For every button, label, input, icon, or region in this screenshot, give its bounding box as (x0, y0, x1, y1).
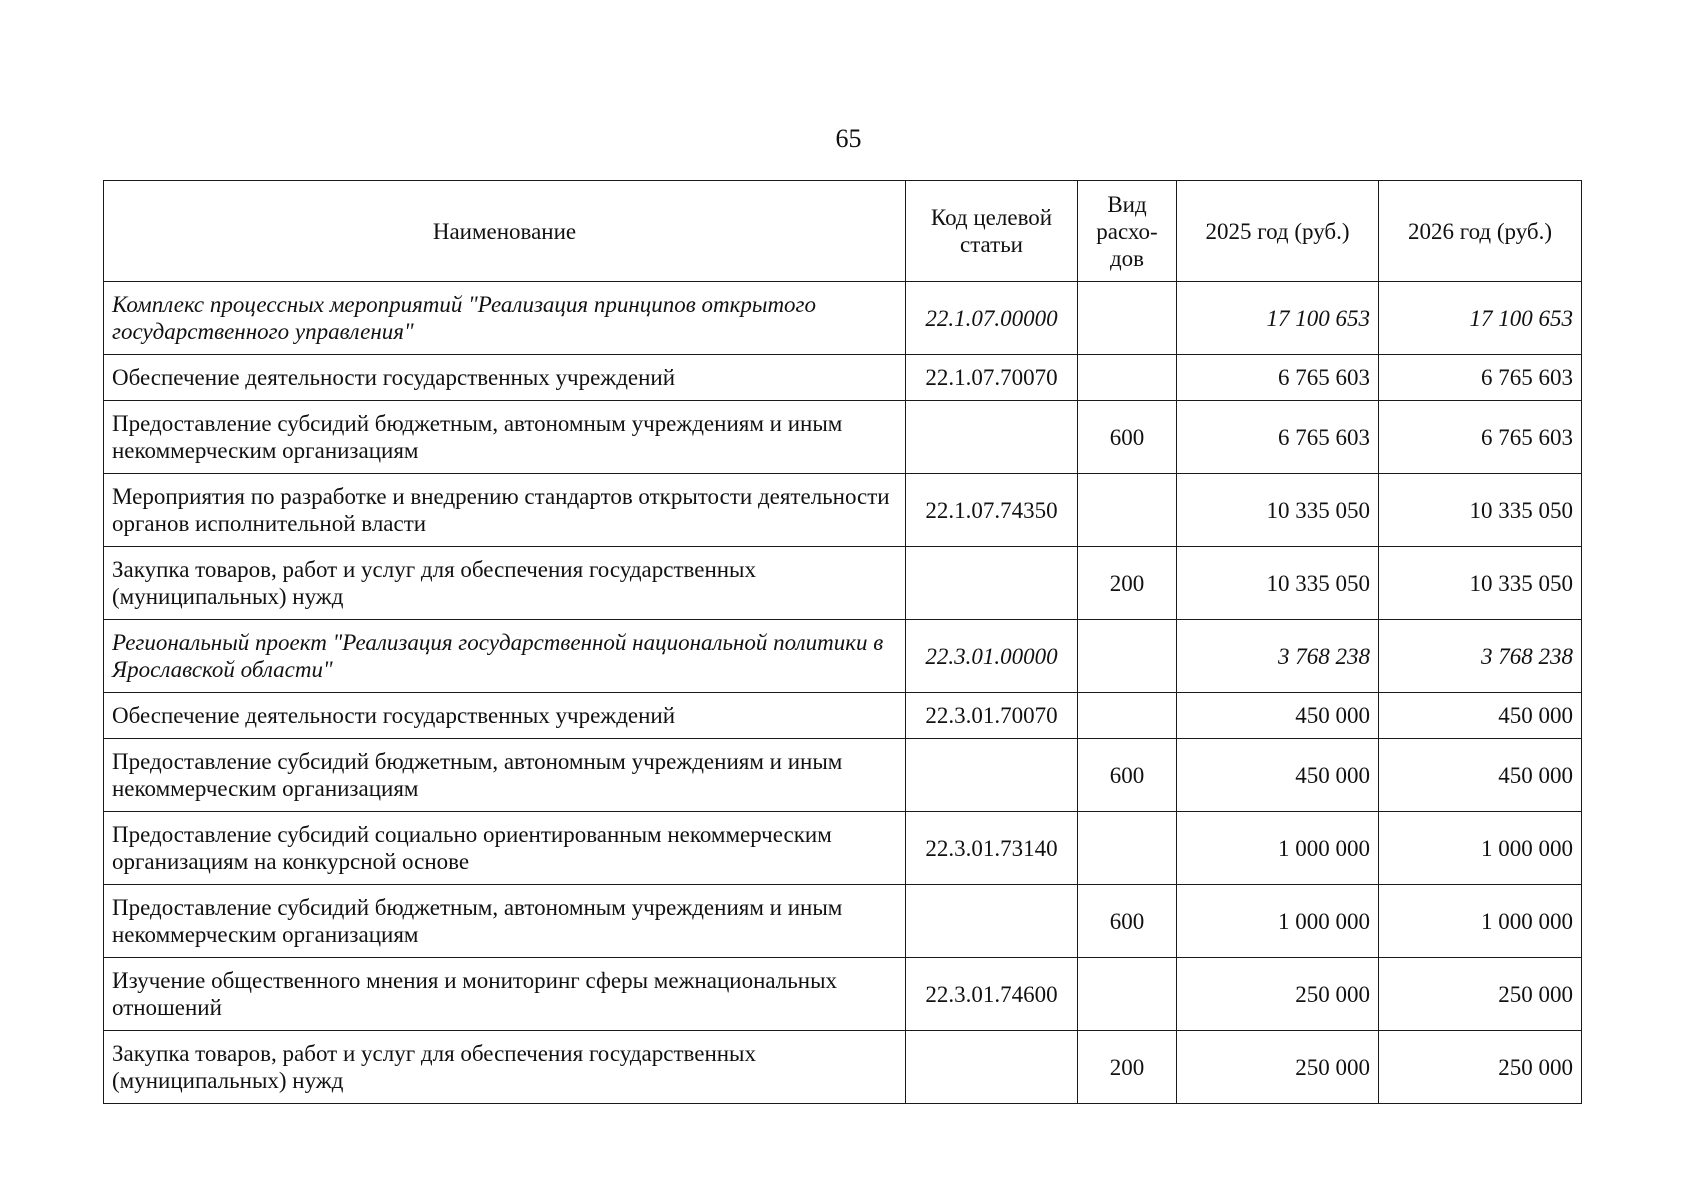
cell-kind: 200 (1078, 1031, 1177, 1104)
cell-kind (1078, 620, 1177, 693)
cell-name: Обеспечение деятельности государственных учреждений (104, 355, 906, 401)
cell-kind: 600 (1078, 739, 1177, 812)
cell-name: Предоставление субсидий социально ориентированным некоммерческим организациям на конкурсной основе (104, 812, 906, 885)
cell-kind (1078, 282, 1177, 355)
cell-kind: 600 (1078, 401, 1177, 474)
table-row (104, 401, 1582, 474)
cell-2026: 1 000 000 (1379, 885, 1582, 958)
cell-name: Обеспечение деятельности государственных учреждений (104, 693, 906, 739)
cell-code: 22.1.07.74350 (906, 474, 1078, 547)
table-body (104, 282, 1582, 1104)
cell-2025: 1 000 000 (1177, 885, 1379, 958)
cell-kind (1078, 355, 1177, 401)
table-row (104, 282, 1582, 355)
cell-code (906, 1031, 1078, 1104)
cell-name: Мероприятия по разработке и внедрению стандартов открытости деятельности органов исполнительной власти (104, 474, 906, 547)
table-row (104, 355, 1582, 401)
table-row (104, 1031, 1582, 1104)
cell-2025: 250 000 (1177, 1031, 1379, 1104)
cell-name: Изучение общественного мнения и мониторинг сферы межнациональных отношений (104, 958, 906, 1031)
cell-2025: 10 335 050 (1177, 474, 1379, 547)
header-kind: Вид расхо-дов (1078, 181, 1177, 282)
cell-2026: 450 000 (1379, 739, 1582, 812)
cell-code: 22.1.07.00000 (906, 282, 1078, 355)
table-row (104, 693, 1582, 739)
cell-kind (1078, 958, 1177, 1031)
cell-kind (1078, 474, 1177, 547)
cell-2025: 250 000 (1177, 958, 1379, 1031)
cell-2026: 10 335 050 (1379, 474, 1582, 547)
header-2025: 2025 год (руб.) (1177, 181, 1379, 282)
cell-2025: 3 768 238 (1177, 620, 1379, 693)
cell-name: Закупка товаров, работ и услуг для обеспечения государственных (муниципальных) нужд (104, 547, 906, 620)
cell-2026: 10 335 050 (1379, 547, 1582, 620)
table-row (104, 885, 1582, 958)
cell-code: 22.1.07.70070 (906, 355, 1078, 401)
cell-code (906, 401, 1078, 474)
cell-name: Комплекс процессных мероприятий "Реализация принципов открытого государственного управления" (104, 282, 906, 355)
cell-code (906, 739, 1078, 812)
table-row (104, 958, 1582, 1031)
cell-2026: 250 000 (1379, 1031, 1582, 1104)
cell-2025: 450 000 (1177, 739, 1379, 812)
cell-name: Региональный проект "Реализация государственной национальной политики в Ярославской области" (104, 620, 906, 693)
cell-kind (1078, 693, 1177, 739)
cell-name: Закупка товаров, работ и услуг для обеспечения государственных (муниципальных) нужд (104, 1031, 906, 1104)
table-row (104, 739, 1582, 812)
cell-name: Предоставление субсидий бюджетным, автономным учреждениям и иным некоммерческим организациям (104, 401, 906, 474)
table-row (104, 812, 1582, 885)
table-row (104, 620, 1582, 693)
cell-code (906, 547, 1078, 620)
cell-2025: 10 335 050 (1177, 547, 1379, 620)
header-2026: 2026 год (руб.) (1379, 181, 1582, 282)
cell-2026: 3 768 238 (1379, 620, 1582, 693)
budget-table (103, 180, 1582, 1104)
table-row (104, 474, 1582, 547)
cell-2025: 450 000 (1177, 693, 1379, 739)
cell-2025: 6 765 603 (1177, 355, 1379, 401)
cell-2026: 250 000 (1379, 958, 1582, 1031)
cell-2026: 6 765 603 (1379, 355, 1582, 401)
cell-kind: 200 (1078, 547, 1177, 620)
table-header-row (104, 181, 1582, 282)
cell-2025: 1 000 000 (1177, 812, 1379, 885)
cell-name: Предоставление субсидий бюджетным, автономным учреждениям и иным некоммерческим организациям (104, 739, 906, 812)
cell-code: 22.3.01.73140 (906, 812, 1078, 885)
cell-code (906, 885, 1078, 958)
table-row (104, 547, 1582, 620)
cell-2026: 450 000 (1379, 693, 1582, 739)
cell-2026: 1 000 000 (1379, 812, 1582, 885)
cell-code: 22.3.01.74600 (906, 958, 1078, 1031)
cell-kind: 600 (1078, 885, 1177, 958)
cell-2025: 6 765 603 (1177, 401, 1379, 474)
cell-2026: 17 100 653 (1379, 282, 1582, 355)
header-name: Наименование (104, 181, 906, 282)
cell-2026: 6 765 603 (1379, 401, 1582, 474)
header-code: Код целевой статьи (906, 181, 1078, 282)
cell-code: 22.3.01.00000 (906, 620, 1078, 693)
page-number: 65 (835, 124, 862, 153)
cell-2025: 17 100 653 (1177, 282, 1379, 355)
cell-kind (1078, 812, 1177, 885)
cell-name: Предоставление субсидий бюджетным, автономным учреждениям и иным некоммерческим организациям (104, 885, 906, 958)
cell-code: 22.3.01.70070 (906, 693, 1078, 739)
